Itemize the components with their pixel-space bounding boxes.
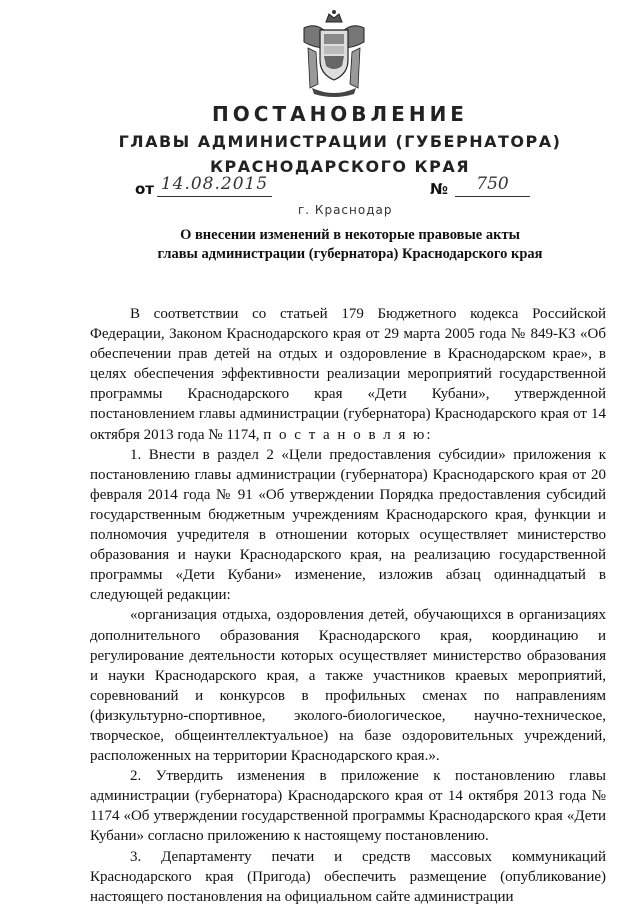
number-value: 750 — [455, 174, 530, 197]
intro-paragraph — [90, 304, 606, 445]
city-label: г. Краснодар — [298, 203, 393, 217]
issuer-line-2: КРАСНОДАРСКОГО КРАЯ — [209, 157, 471, 176]
item-3-paragraph: 3. Департаменту печати и средств массовых коммуникаций Краснодарского края (Пригода) обеспечить размещение (опубликование) настоящего постановления на официальном сайте администрации — [90, 848, 606, 905]
date-value: 14.08.2015 — [157, 174, 272, 197]
item-1-paragraph: 1. Внести в раздел 2 «Цели предоставления субсидии» приложения к постановлению главы администрации (губернатора) Краснодарского края от 20 февраля 2014 года № 91 «Об утверждении Порядка предоставления субсидий государственным бюджетным учреждениям Краснодарского края, функции и полномочия учредителя в отношении которых осуществляет министерство образования и науки Краснодарского края, на реализацию государственной программы «Дети Кубани» изменение, изложив абзац одиннадцатый в следующей редакции: — [90, 446, 606, 604]
quote-paragraph: «организация отдыха, оздоровления детей, обучающихся в организациях дополнительного образования Краснодарского края, координацию и регулирование деятельности которых осуществляет министерство образования и науки Краснодарского края, а также участников краевых мероприятий, соревнований и конкурсов в профильных сменах по направлениям (физкультурно-спортивное, эколого-биологическое, научно-техническое, творческое, общеинтеллектуальное) на базе оздоровительных учреждений, расположенных на территории Краснодарского края.». — [90, 607, 606, 765]
document-heading — [150, 226, 550, 264]
number-label: № — [430, 180, 449, 198]
heading-line-1: О внесении изменений в некоторые правовые акты — [180, 227, 520, 243]
intro-text: В соответствии со статьей 179 Бюджетного кодекса Российской Федерации, Законом Краснодарского края от 29 марта 2005 года № 849-КЗ «Об обеспечении прав детей на отдых и оздоровление в Краснодарском крае», в целях обеспечения эффективности реализации мероприятий государственной программы Краснодарского края «Дети Кубани», утвержденной постановлением главы администрации (губернатора) Краснодарского края от 14 октября 2013 года № 1174, — [90, 306, 606, 443]
coat-of-arms-icon — [296, 8, 372, 100]
document-type-title: ПОСТАНОВЛЕНИЕ — [212, 102, 468, 126]
decree-word: п о с т а н о в л я ю: — [263, 426, 433, 443]
date-label: от — [135, 180, 154, 198]
document-body — [90, 304, 606, 907]
item-2-paragraph: 2. Утвердить изменения в приложение к постановлению главы администрации (губернатора) Краснодарского края от 14 октября 2013 года № 1174 «Об утверждении государственной программы Краснодарского края «Дети Кубани» согласно приложению к настоящему постановлению. — [90, 768, 606, 845]
heading-line-2: главы администрации (губернатора) Краснодарского края — [157, 246, 543, 262]
issuer-line-1: ГЛАВЫ АДМИНИСТРАЦИИ (ГУБЕРНАТОРА) — [118, 132, 562, 151]
